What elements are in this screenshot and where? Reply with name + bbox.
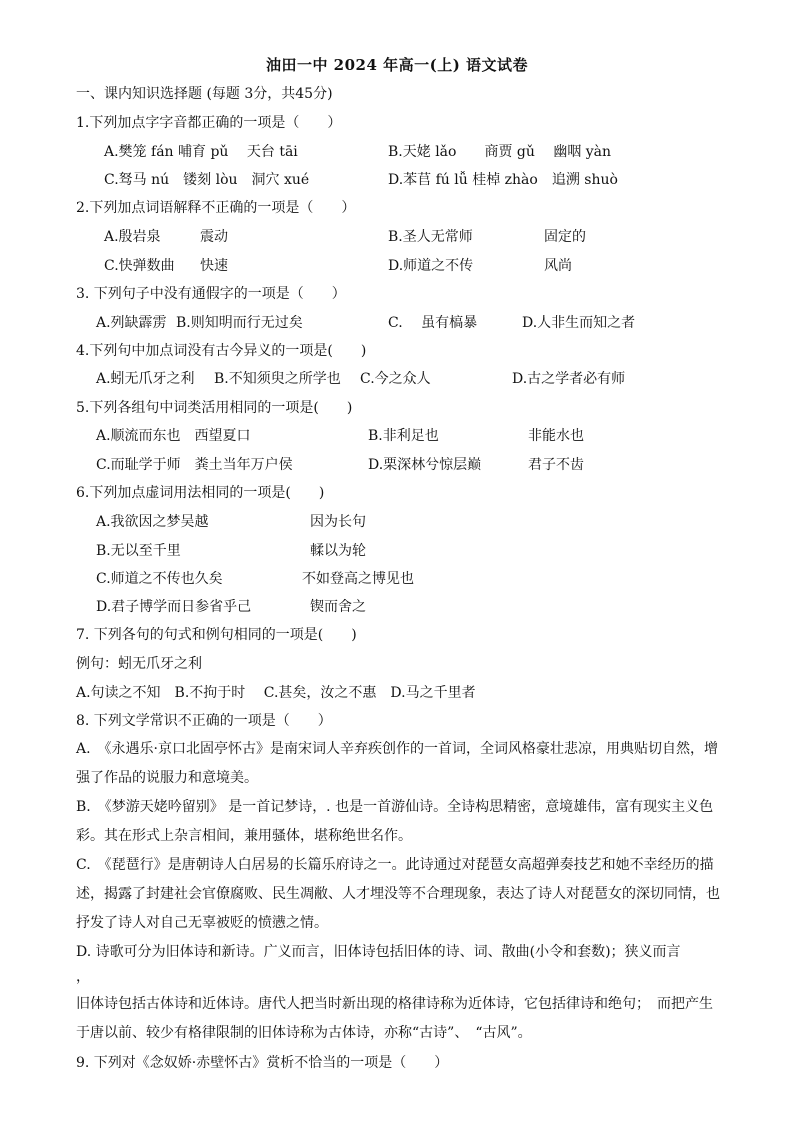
- q5-option-b: B.非利足也: [368, 428, 439, 444]
- q3-option-a: A.列缺霹雳: [96, 315, 167, 331]
- q6-option-a: A.我欲因之梦吴越: [96, 514, 209, 530]
- q6-stem: 6.下列加点虚词用法相同的一项是( ): [76, 485, 325, 501]
- q8-option-d-comma: ，: [76, 969, 90, 985]
- q3-option-b: B.则知明而行无过矣: [176, 315, 303, 331]
- exam-title: 油田一中 2024 年高一(上) 语文试卷: [265, 56, 529, 74]
- q2-option-b-meaning: 固定的: [544, 229, 586, 245]
- q3-option-d: D.人非生而知之者: [522, 315, 636, 331]
- q7-example: 例句：蚓无爪牙之利: [76, 656, 202, 672]
- q6-option-a-second: 因为长句: [310, 514, 366, 530]
- q1-stem: 1.下列加点字字音都正确的一项是（ ）: [76, 115, 342, 131]
- q2-option-b: B.圣人无常师: [388, 229, 473, 245]
- q8-option-d: D. 诗歌可分为旧体诗和新诗。广义而言，旧体诗包括旧体的诗、词、散曲(小令和套数)；狭义而言: [76, 944, 681, 960]
- q3-stem: 3. 下列句子中没有通假字的一项是（ ）: [76, 286, 346, 302]
- q8-option-b: B. 《梦游天姥吟留别》 是一首记梦诗，. 也是一首游仙诗。全诗构思精密，意境雄伟，富有现实主义色彩。其在形式上杂言相间，兼用骚体，堪称绝世名作。: [76, 799, 714, 844]
- q2-option-c-meaning: 快速: [200, 258, 228, 274]
- q5-option-c: C.而耻学于师 粪土当年万户侯: [96, 457, 293, 473]
- q4-option-c: C.今之众人: [360, 371, 431, 387]
- q2-option-a: A.殷岩泉: [104, 229, 161, 245]
- q5-option-a: A.顺流而东也 西望夏口: [96, 428, 251, 444]
- q4-option-a: A.蚓无爪牙之利: [96, 371, 195, 387]
- q4-stem: 4.下列句中加点词没有古今异义的一项是( ): [76, 343, 367, 359]
- q5-option-d: D.栗深林兮惊层巅: [368, 457, 482, 473]
- section-heading: 一、课内知识选择题 (每题 3分，共45分): [76, 86, 333, 102]
- q2-option-a-meaning: 震动: [200, 229, 228, 245]
- q7-options: A.句读之不知 B.不拘于时 C.甚矣，汝之不惠 D.马之千里者: [76, 685, 476, 701]
- q6-option-b-second: 輮以为轮: [310, 543, 366, 559]
- q6-option-d: D.君子博学而日参省乎己: [96, 599, 252, 615]
- q7-stem: 7. 下列各句的句式和例句相同的一项是( ): [76, 627, 357, 643]
- q2-option-c: C.快弹数曲: [104, 258, 175, 274]
- q8-stem: 8. 下列文学常识不正确的一项是（ ）: [76, 713, 332, 729]
- q5-option-d-second: 君子不齿: [528, 457, 584, 473]
- q1-option-a: A.樊笼 fán 哺育 pǔ 天台 tāi: [104, 144, 298, 160]
- q1-option-d: D.苯苢 fú lǚ 桂棹 zhào 追溯 shuò: [388, 172, 618, 188]
- q8-option-a: A. 《永遇乐·京口北固亭怀古》是南宋词人辛弃疾创作的一首词，全词风格豪壮悲凉，用典贴切自然，增强了作品的说服力和意境美。: [76, 741, 719, 786]
- q8-option-c: C. 《琵琶行》是唐朝诗人白居易的长篇乐府诗之一。此诗通过对琵琶女高超弹奏技艺和她不幸经历的描述，揭露了封建社会官僚腐败、民生凋敝、人才埋没等不合理现象，表达了诗人对琵琶女的深切同情，也抒发了诗人对自己无辜被贬的愤懑之情。: [76, 857, 720, 931]
- q2-option-d: D.师道之不传: [388, 258, 474, 274]
- q6-option-c: C.师道之不传也久矣: [96, 571, 223, 587]
- q6-option-c-second: 不如登高之博见也: [302, 571, 414, 587]
- q8-option-d-continued: 旧体诗包括古体诗和近体诗。唐代人把当时新出现的格律诗称为近体诗，它包括律诗和绝句； 而把产生于唐以前、较少有格律限制的旧体诗称为古体诗，亦称“古诗”、 “古风”。: [76, 996, 713, 1041]
- q5-stem: 5.下列各组句中词类活用相同的一项是( ): [76, 400, 353, 416]
- q6-option-d-second: 锲而舍之: [310, 599, 366, 615]
- q5-option-b-second: 非能水也: [528, 428, 584, 444]
- q2-stem: 2.下列加点词语解释不正确的一项是（ ）: [76, 200, 356, 216]
- q3-option-c: C. 虽有槁暴: [388, 315, 478, 331]
- q6-option-b: B.无以至千里: [96, 543, 181, 559]
- q1-option-b: B.天姥 lǎo 商贾 gǔ 幽咽 yàn: [388, 144, 612, 160]
- q2-option-d-meaning: 风尚: [544, 258, 572, 274]
- q1-option-c: C.驽马 nú 镂刻 lòu 洞穴 xué: [104, 172, 310, 188]
- q9-stem: 9. 下列对《念奴娇·赤壁怀古》赏析不恰当的一项是（ ）: [76, 1055, 449, 1071]
- q4-option-d: D.古之学者必有师: [512, 371, 626, 387]
- q4-option-b: B.不知须臾之所学也: [214, 371, 341, 387]
